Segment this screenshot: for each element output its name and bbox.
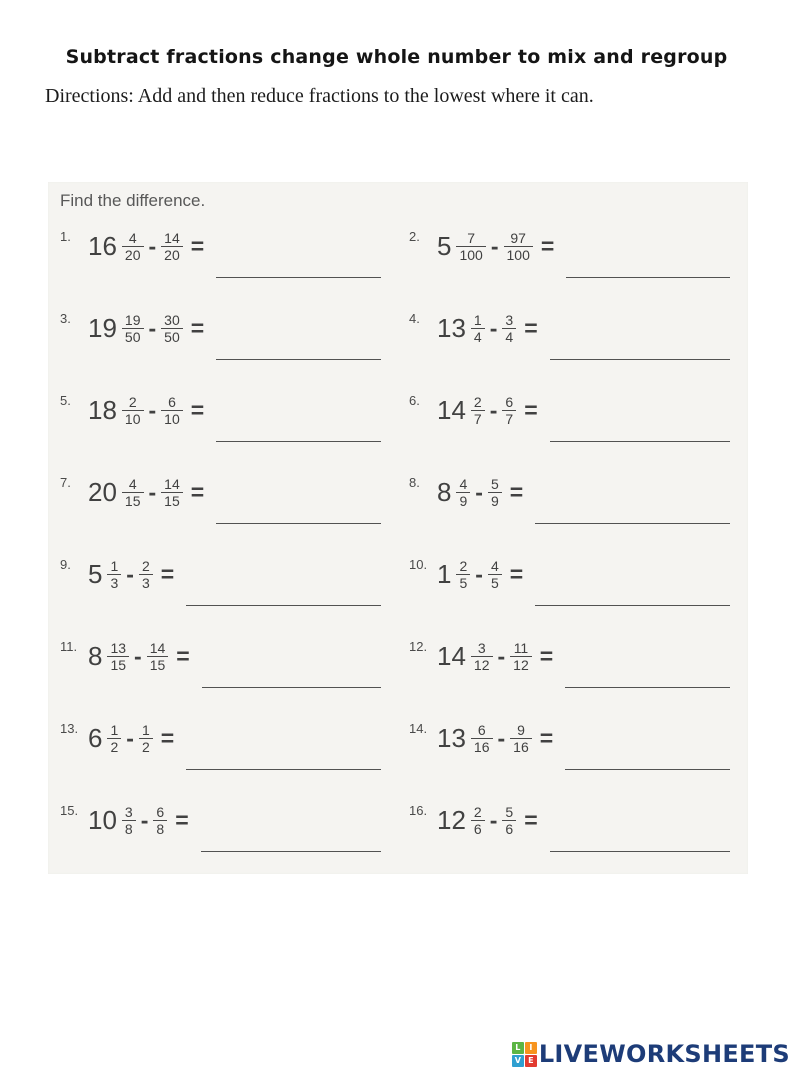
logo-tile-v: V <box>512 1055 524 1067</box>
whole-number: 8 <box>88 641 103 672</box>
whole-number: 1 <box>437 559 452 590</box>
minuend-numerator: 2 <box>473 804 482 820</box>
minuend-numerator: 4 <box>128 230 137 246</box>
minus-sign: - <box>148 397 157 424</box>
problem-item <box>56 309 389 369</box>
subtrahend-numerator: 1 <box>141 722 150 738</box>
minus-sign: - <box>490 233 499 260</box>
subtrahend-fraction <box>504 230 533 263</box>
minuend-numerator: 2 <box>128 394 137 410</box>
problem-expression <box>437 722 555 755</box>
minuend-denominator: 6 <box>471 820 485 837</box>
subtrahend-fraction <box>510 640 532 673</box>
subtrahend-denominator: 12 <box>510 656 532 673</box>
whole-number: 5 <box>437 231 452 262</box>
subtrahend-fraction <box>161 312 183 345</box>
minuend-denominator: 15 <box>107 656 129 673</box>
worksheet-heading: Find the difference. <box>60 191 206 210</box>
minuend-numerator: 2 <box>473 394 482 410</box>
logo-tile-e: E <box>525 1055 537 1067</box>
minuend-numerator: 3 <box>124 804 133 820</box>
subtrahend-numerator: 9 <box>517 722 525 738</box>
equals-sign: = <box>190 233 205 260</box>
answer-blank[interactable] <box>550 391 730 442</box>
subtrahend-fraction <box>488 558 502 591</box>
equals-sign: = <box>160 561 175 588</box>
minuend-fraction <box>122 804 136 837</box>
minuend-denominator: 3 <box>107 574 121 591</box>
brand-name: LIVEWORKSHEETS <box>538 1040 790 1068</box>
problem-expression <box>88 312 206 345</box>
minuend-fraction <box>456 558 470 591</box>
subtrahend-fraction <box>161 230 183 263</box>
equals-sign: = <box>524 397 538 424</box>
problem-item <box>405 309 738 369</box>
minuend-denominator: 12 <box>471 656 493 673</box>
equals-sign: = <box>539 643 554 670</box>
problems-grid <box>48 211 748 861</box>
problem-item <box>56 391 389 451</box>
directions-text: Directions: Add and then reduce fractions to the lowest where it can. <box>45 85 594 107</box>
minus-sign: - <box>475 561 483 588</box>
subtrahend-denominator: 5 <box>488 574 502 591</box>
subtrahend-denominator: 2 <box>139 738 153 755</box>
minuend-fraction <box>122 476 144 509</box>
answer-blank[interactable] <box>202 637 381 688</box>
problem-number: 12. <box>409 639 428 654</box>
minuend-denominator: 7 <box>471 410 485 427</box>
answer-blank[interactable] <box>186 719 381 770</box>
minuend-fraction <box>107 640 129 673</box>
problem-item <box>405 227 738 287</box>
subtrahend-denominator: 50 <box>161 328 183 345</box>
minus-sign: - <box>140 807 149 834</box>
logo-tile-l: L <box>512 1042 524 1054</box>
whole-number: 14 <box>437 395 466 426</box>
problem-item <box>405 391 738 451</box>
answer-blank[interactable] <box>216 391 381 442</box>
whole-number: 13 <box>437 313 466 344</box>
whole-number: 20 <box>88 477 117 508</box>
subtrahend-numerator: 6 <box>156 804 165 820</box>
subtrahend-fraction <box>502 394 516 427</box>
minus-sign: - <box>497 643 506 670</box>
minuend-fraction <box>471 804 485 837</box>
minuend-numerator: 1 <box>110 722 119 738</box>
minuend-numerator: 4 <box>459 476 468 492</box>
problem-number: 11. <box>60 639 78 654</box>
problem-expression <box>437 394 540 427</box>
minuend-denominator: 15 <box>122 492 144 509</box>
problem-number: 15. <box>60 803 79 818</box>
problem-number: 3. <box>60 311 71 326</box>
problem-number: 13. <box>60 721 79 736</box>
minuend-denominator: 20 <box>122 246 144 263</box>
problem-number: 16. <box>409 803 428 818</box>
answer-blank[interactable] <box>550 801 730 852</box>
answer-blank[interactable] <box>565 719 730 770</box>
whole-number: 10 <box>88 805 117 836</box>
minuend-numerator: 7 <box>467 230 476 246</box>
subtrahend-numerator: 2 <box>141 558 150 574</box>
problem-expression <box>88 722 176 755</box>
problem-item <box>405 637 738 697</box>
subtrahend-fraction <box>488 476 502 509</box>
liveworksheets-tiles-icon <box>512 1042 537 1067</box>
subtrahend-numerator: 14 <box>164 476 180 492</box>
whole-number: 5 <box>88 559 103 590</box>
problem-item <box>56 637 389 697</box>
equals-sign: = <box>190 479 205 506</box>
minuend-denominator: 2 <box>107 738 121 755</box>
problem-number: 6. <box>409 393 420 408</box>
subtrahend-numerator: 6 <box>168 394 176 410</box>
subtrahend-denominator: 9 <box>488 492 502 509</box>
problem-number: 1. <box>60 229 71 244</box>
subtrahend-numerator: 14 <box>164 230 180 246</box>
equals-sign: = <box>539 725 554 752</box>
minuend-denominator: 9 <box>456 492 470 509</box>
subtrahend-numerator: 4 <box>490 558 499 574</box>
subtrahend-denominator: 10 <box>161 410 183 427</box>
minuend-fraction <box>107 722 121 755</box>
subtrahend-fraction <box>502 804 516 837</box>
whole-number: 14 <box>437 641 466 672</box>
subtrahend-denominator: 100 <box>504 246 533 263</box>
problem-expression <box>88 230 206 263</box>
answer-blank[interactable] <box>201 801 381 852</box>
subtrahend-numerator: 11 <box>513 640 529 656</box>
subtrahend-fraction <box>510 722 532 755</box>
minuend-fraction <box>471 722 493 755</box>
minuend-denominator: 4 <box>471 328 485 345</box>
minuend-numerator: 1 <box>473 312 482 328</box>
subtrahend-fraction <box>153 804 167 837</box>
problem-item <box>56 719 389 779</box>
whole-number: 18 <box>88 395 117 426</box>
subtrahend-numerator: 6 <box>505 394 514 410</box>
answer-blank[interactable] <box>565 637 730 688</box>
minuend-numerator: 3 <box>477 640 486 656</box>
answer-blank[interactable] <box>535 473 730 524</box>
subtrahend-denominator: 20 <box>161 246 183 263</box>
problem-expression <box>88 476 206 509</box>
minuend-denominator: 16 <box>471 738 493 755</box>
problem-number: 4. <box>409 311 420 326</box>
problem-expression <box>437 804 540 837</box>
problem-expression <box>88 804 191 837</box>
problem-number: 9. <box>60 557 71 572</box>
subtrahend-fraction <box>161 476 183 509</box>
whole-number: 13 <box>437 723 466 754</box>
equals-sign: = <box>524 807 538 834</box>
equals-sign: = <box>160 725 175 752</box>
problem-number: 10. <box>409 557 428 572</box>
minuend-fraction <box>471 640 493 673</box>
subtrahend-numerator: 3 <box>505 312 514 328</box>
minuend-fraction <box>122 394 144 427</box>
problem-expression <box>437 558 525 591</box>
answer-blank[interactable] <box>216 227 381 278</box>
answer-blank[interactable] <box>216 309 381 360</box>
subtrahend-fraction <box>161 394 183 427</box>
subtrahend-denominator: 15 <box>161 492 183 509</box>
subtrahend-denominator: 6 <box>502 820 516 837</box>
minuend-denominator: 50 <box>122 328 144 345</box>
minus-sign: - <box>126 725 134 752</box>
minuend-numerator: 4 <box>128 476 137 492</box>
answer-blank[interactable] <box>550 309 730 360</box>
liveworksheets-logo[interactable] <box>512 1040 790 1068</box>
equals-sign: = <box>175 807 189 834</box>
subtrahend-numerator: 97 <box>510 230 526 246</box>
problem-expression <box>88 394 206 427</box>
subtrahend-denominator: 8 <box>153 820 167 837</box>
subtrahend-denominator: 16 <box>510 738 532 755</box>
minus-sign: - <box>148 315 157 342</box>
whole-number: 12 <box>437 805 466 836</box>
subtrahend-numerator: 30 <box>164 312 180 328</box>
whole-number: 8 <box>437 477 452 508</box>
problem-expression <box>437 312 540 345</box>
whole-number: 6 <box>88 723 103 754</box>
minus-sign: - <box>489 807 498 834</box>
minuend-fraction <box>456 476 470 509</box>
problem-expression <box>88 558 176 591</box>
subtrahend-numerator: 5 <box>505 804 514 820</box>
problem-item <box>405 719 738 779</box>
equals-sign: = <box>190 397 205 424</box>
problem-item <box>56 227 389 287</box>
minuend-fraction <box>471 394 485 427</box>
minuend-numerator: 2 <box>459 558 468 574</box>
worksheet-scan-panel <box>48 182 748 874</box>
problem-number: 14. <box>409 721 428 736</box>
answer-blank[interactable] <box>566 227 730 278</box>
minuend-fraction <box>107 558 121 591</box>
problem-item <box>405 473 738 533</box>
logo-tile-i: I <box>525 1042 537 1054</box>
subtrahend-fraction <box>147 640 169 673</box>
subtrahend-denominator: 7 <box>502 410 516 427</box>
minuend-numerator: 1 <box>110 558 119 574</box>
minuend-fraction <box>122 230 144 263</box>
problem-expression <box>437 230 556 263</box>
subtrahend-fraction <box>139 558 153 591</box>
subtrahend-numerator: 14 <box>149 640 166 656</box>
equals-sign: = <box>509 479 524 506</box>
minus-sign: - <box>497 725 506 752</box>
problem-number: 2. <box>409 229 420 244</box>
whole-number: 19 <box>88 313 117 344</box>
minus-sign: - <box>489 397 498 424</box>
problem-item <box>56 473 389 533</box>
minuend-denominator: 5 <box>456 574 470 591</box>
answer-blank[interactable] <box>535 555 730 606</box>
equals-sign: = <box>509 561 524 588</box>
minus-sign: - <box>489 315 498 342</box>
subtrahend-numerator: 5 <box>490 476 499 492</box>
minus-sign: - <box>134 643 142 670</box>
problem-number: 5. <box>60 393 71 408</box>
minus-sign: - <box>148 479 157 506</box>
minus-sign: - <box>126 561 134 588</box>
subtrahend-denominator: 15 <box>147 656 169 673</box>
minuend-numerator: 19 <box>124 312 141 328</box>
equals-sign: = <box>176 643 190 670</box>
minuend-denominator: 100 <box>456 246 485 263</box>
problem-number: 7. <box>60 475 71 490</box>
equals-sign: = <box>190 315 205 342</box>
problem-number: 8. <box>409 475 420 490</box>
minuend-numerator: 13 <box>110 640 127 656</box>
minus-sign: - <box>475 479 483 506</box>
subtrahend-fraction <box>502 312 516 345</box>
answer-blank[interactable] <box>216 473 381 524</box>
minuend-fraction <box>471 312 485 345</box>
subtrahend-denominator: 4 <box>502 328 516 345</box>
minuend-denominator: 8 <box>122 820 136 837</box>
page-title: Subtract fractions change whole number to mix and regroup <box>65 46 728 68</box>
minuend-numerator: 6 <box>477 722 486 738</box>
problem-item <box>405 801 738 861</box>
minuend-fraction <box>456 230 485 263</box>
problem-item <box>56 555 389 615</box>
whole-number: 16 <box>88 231 117 262</box>
minuend-denominator: 10 <box>122 410 144 427</box>
equals-sign: = <box>540 233 555 260</box>
subtrahend-fraction <box>139 722 153 755</box>
subtrahend-denominator: 3 <box>139 574 153 591</box>
equals-sign: = <box>524 315 538 342</box>
problem-item <box>405 555 738 615</box>
problem-item <box>56 801 389 861</box>
problem-expression <box>437 640 555 673</box>
answer-blank[interactable] <box>186 555 381 606</box>
problem-expression <box>88 640 192 673</box>
problem-expression <box>437 476 525 509</box>
minus-sign: - <box>148 233 157 260</box>
minuend-fraction <box>122 312 144 345</box>
